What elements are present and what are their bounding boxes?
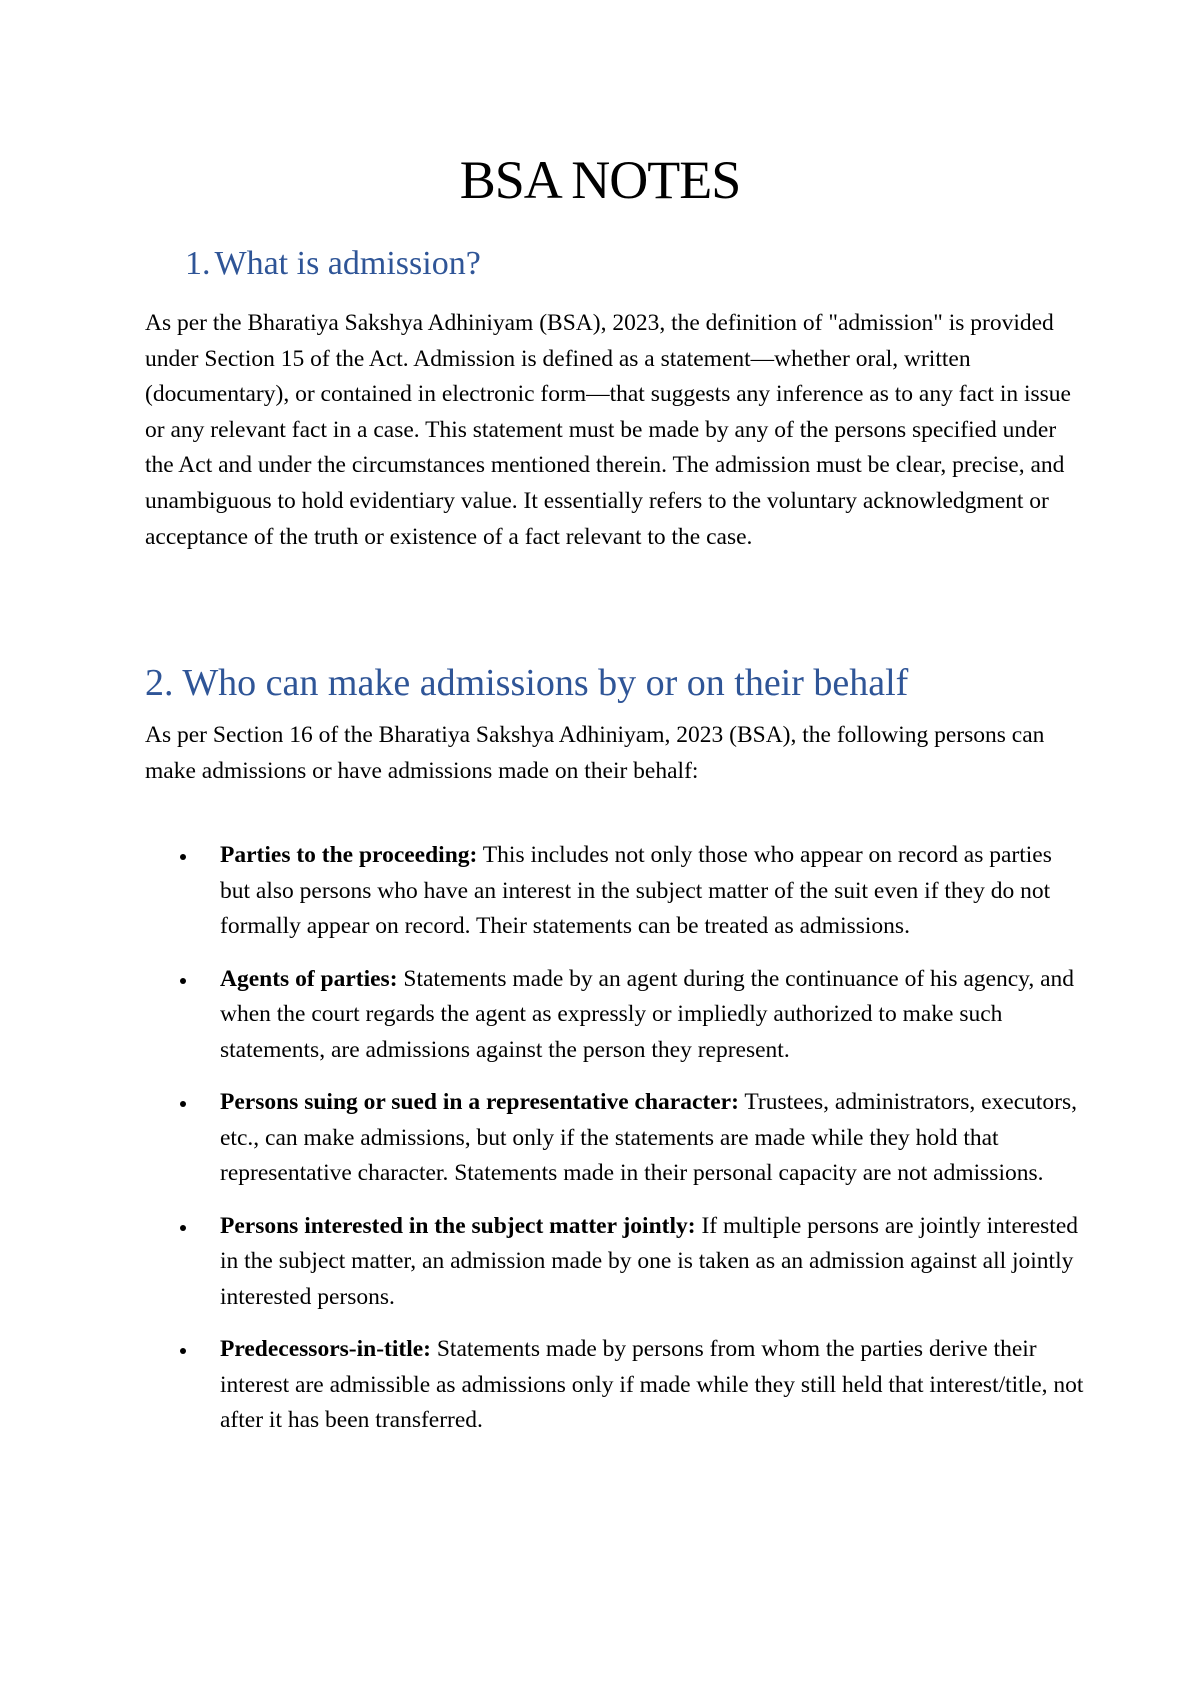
list-item	[145, 1332, 1085, 1439]
list-item-text: If multiple persons are jointly interested in the subject matter, an admission made by one is taken as an admission against all jointly interested persons.	[220, 1212, 1079, 1310]
bullet-dot	[180, 854, 186, 860]
list-item-text: Trustees, administrators, executors, etc., can make admissions, but only if the statements are made while they hold that representative character. Statements made in their personal capacity are not admissions.	[220, 1089, 1078, 1186]
section-1-number: 1.	[185, 245, 211, 282]
list-item-term: Parties to the proceeding:	[220, 842, 478, 868]
section-1-heading-text: What is admission?	[214, 245, 481, 282]
admitters-list	[145, 838, 1085, 1456]
section-2-heading: 2. Who can make admissions by or on their behalf	[145, 662, 909, 704]
list-item-text: Statements made by an agent during the continuance of his agency, and when the court regards the agent as expressly or impliedly authorized to make such statements, are admissions against the person they represent.	[220, 965, 1075, 1063]
list-item-text: This includes not only those who appear on record as parties but also persons who have an interest in the subject matter of the suit even if they do not formally appear on record. Their statements can be treated as admissions.	[220, 842, 1052, 939]
bullet-dot	[180, 1348, 186, 1354]
bullet-dot	[180, 1225, 186, 1231]
section-1-heading	[185, 243, 481, 285]
bullet-dot	[180, 1101, 186, 1107]
list-item	[145, 962, 1085, 1069]
list-item-term: Persons interested in the subject matter jointly:	[220, 1212, 696, 1239]
bullet-dot	[180, 978, 186, 984]
list-item-term: Persons suing or sued in a representative character:	[220, 1089, 739, 1115]
list-item	[145, 1209, 1085, 1316]
list-item	[145, 838, 1085, 945]
list-item-term: Agents of parties:	[220, 965, 398, 992]
section-2-intro: As per Section 16 of the Bharatiya Sakshya Adhiniyam, 2023 (BSA), the following persons can make admissions or have admissions made on their behalf:	[145, 722, 1045, 784]
document-title: BSA NOTES	[459, 150, 741, 210]
list-item-text: Statements made by persons from whom the parties derive their interest are admissible as admissions only if made while they still held that interest/title, not after it has been transferred.	[220, 1336, 1084, 1433]
section-1-paragraph: As per the Bharatiya Sakshya Adhiniyam (BSA), 2023, the definition of "admission" is provided under Section 15 of the Act. Admission is defined as a statement—whether oral, written (documentary), or contained in electronic form—that suggests any inference as to any fact in issue or any relevant fact in a case. This statement must be made by any of the persons specified under the Act and under the circumstances mentioned therein. The admission must be clear, precise, and unambiguous to hold evidentiary value. It essentially refers to the voluntary acknowledgment or acceptance of the truth or existence of a fact relevant to the case.	[145, 310, 1071, 550]
list-item	[145, 1085, 1085, 1192]
list-item-term: Predecessors-in-title:	[220, 1336, 431, 1362]
